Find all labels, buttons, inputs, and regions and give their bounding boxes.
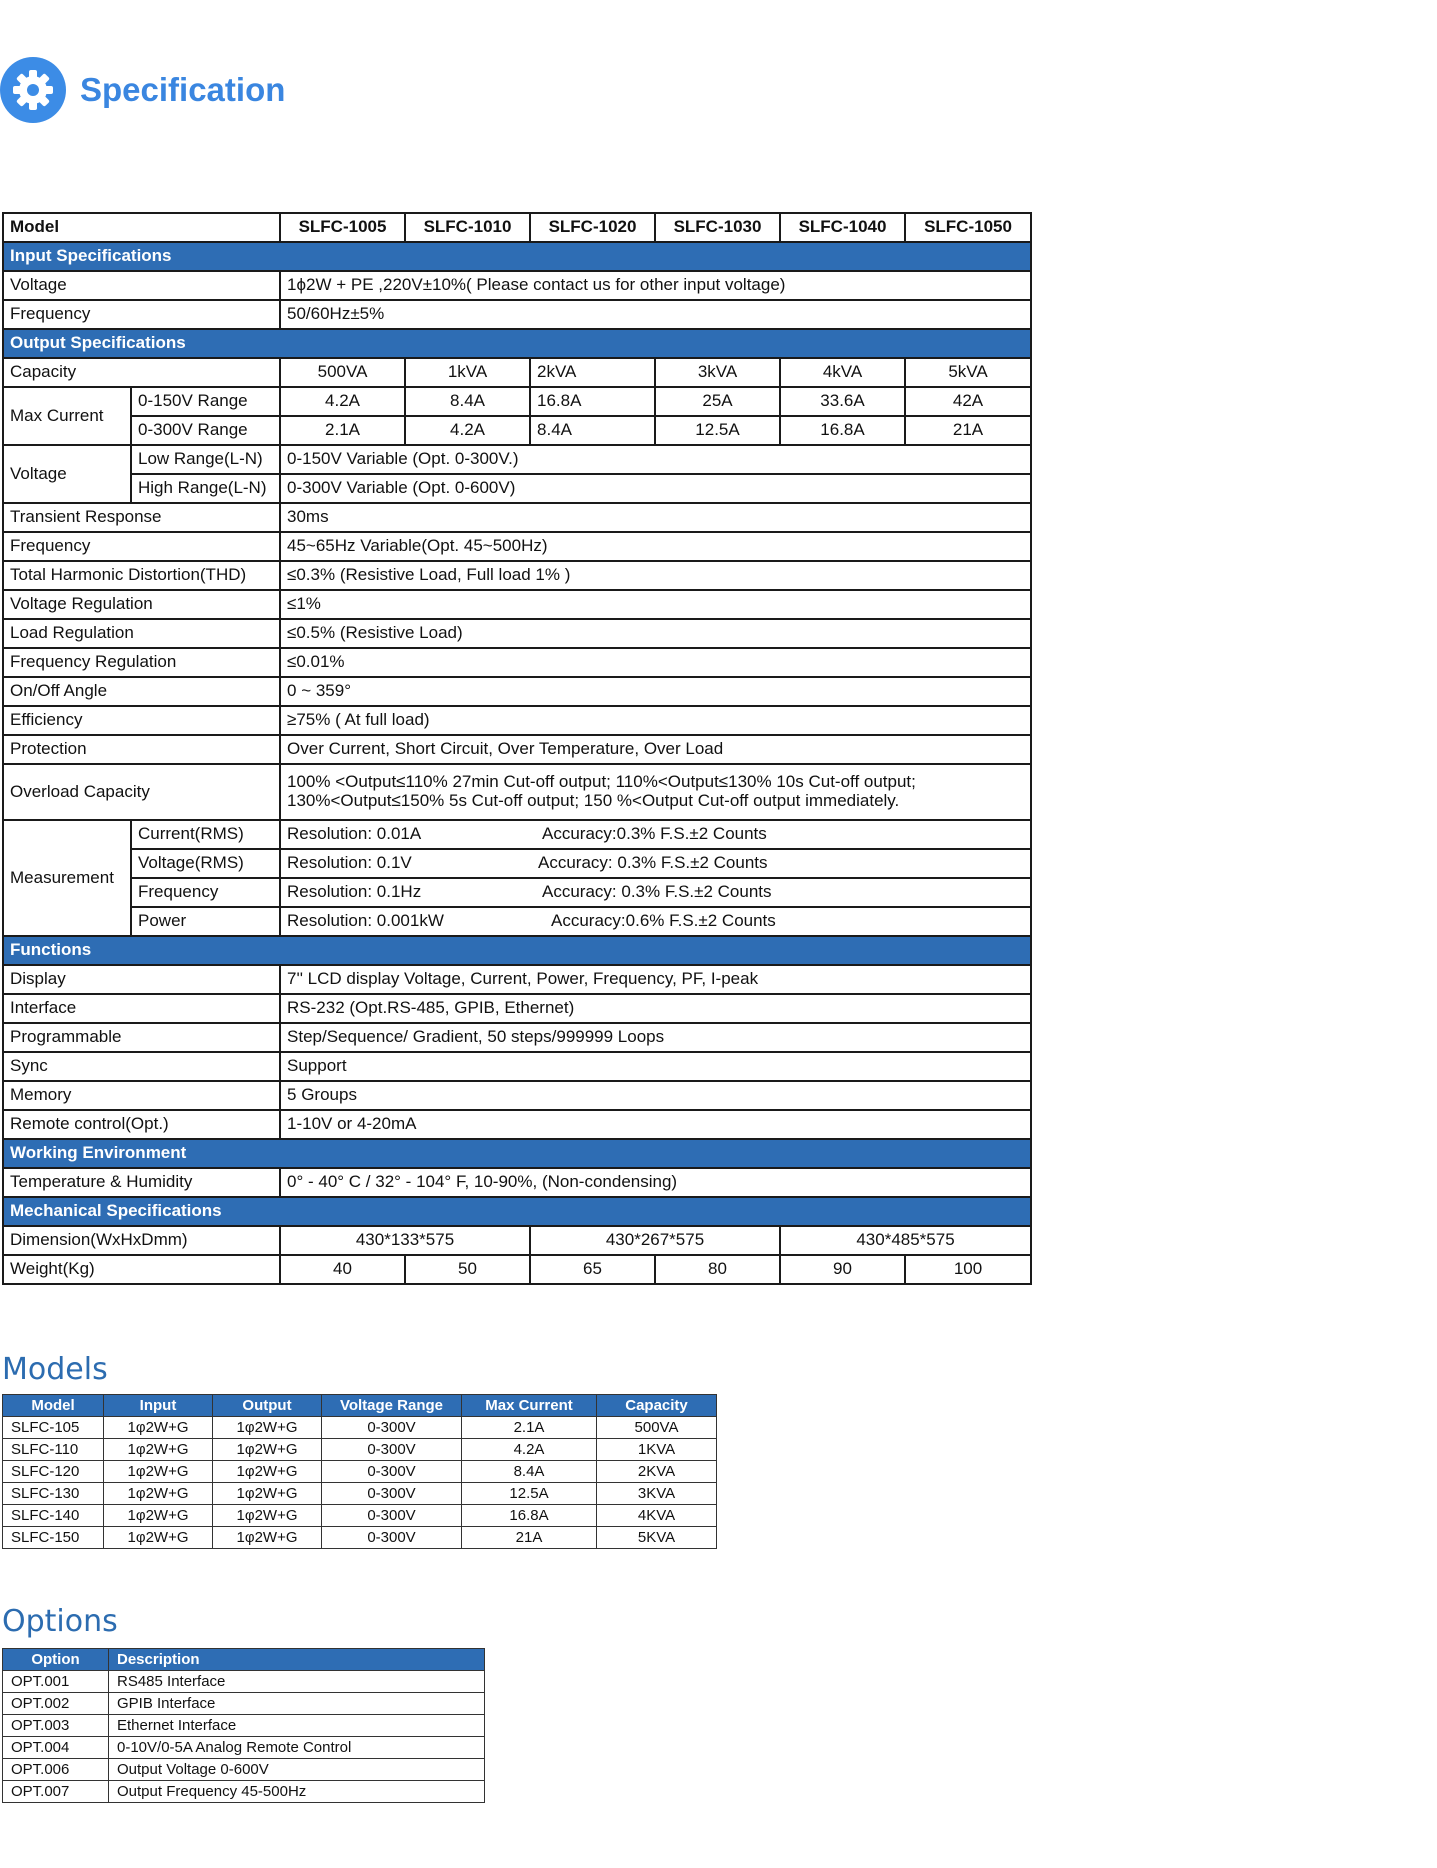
table-row xyxy=(3,474,1031,503)
row-sublabel: Low Range(L-N) xyxy=(131,445,280,474)
table-row xyxy=(3,1671,485,1693)
column-header: Model xyxy=(3,1395,104,1417)
table-cell: 0-300V xyxy=(322,1483,462,1505)
row-value: 7'' LCD display Voltage, Current, Power, Frequency, PF, I-peak xyxy=(280,965,1031,994)
dimension-cell: 430*267*575 xyxy=(530,1226,780,1255)
row-value: 5 Groups xyxy=(280,1081,1031,1110)
column-header: Max Current xyxy=(462,1395,597,1417)
row-label: Temperature & Humidity xyxy=(3,1168,280,1197)
weight-cell: 100 xyxy=(905,1255,1031,1284)
row-value: Support xyxy=(280,1052,1031,1081)
accuracy-text: Accuracy: 0.3% F.S.±2 Counts xyxy=(542,882,772,902)
table-row xyxy=(3,532,1031,561)
row-value: 1ϕ2W + PE ,220V±10%( Please contact us for other input voltage) xyxy=(280,271,1031,300)
weight-cell: 90 xyxy=(780,1255,905,1284)
row-value: ≤0.5% (Resistive Load) xyxy=(280,619,1031,648)
functions-heading: Functions xyxy=(3,936,1031,965)
row-sublabel: High Range(L-N) xyxy=(131,474,280,503)
row-value: Step/Sequence/ Gradient, 50 steps/999999 Loops xyxy=(280,1023,1031,1052)
row-label: Dimension(WxHxDmm) xyxy=(3,1226,280,1255)
model-header: SLFC-1010 xyxy=(405,213,530,242)
table-cell: 0-300V xyxy=(322,1439,462,1461)
row-label: Frequency xyxy=(3,300,280,329)
table-cell: OPT.001 xyxy=(3,1671,109,1693)
options-title: Options xyxy=(2,1604,118,1639)
table-cell: SLFC-150 xyxy=(3,1527,104,1549)
overload-line: 130%<Output≤150% 5s Cut-off output; 150 %<Output Cut-off output immediately. xyxy=(287,791,900,810)
table-row xyxy=(3,387,1031,416)
row-label: Memory xyxy=(3,1081,280,1110)
table-cell: 0-300V xyxy=(322,1505,462,1527)
current-cell: 21A xyxy=(905,416,1031,445)
table-cell: 4KVA xyxy=(597,1505,717,1527)
table-row xyxy=(3,1527,717,1549)
row-label: Interface xyxy=(3,994,280,1023)
table-row xyxy=(3,271,1031,300)
table-row xyxy=(3,619,1031,648)
table-cell: 1φ2W+G xyxy=(104,1527,213,1549)
measure-line xyxy=(287,825,1024,844)
dimension-cell: 430*133*575 xyxy=(280,1226,530,1255)
row-label: Frequency xyxy=(3,532,280,561)
table-row xyxy=(3,358,1031,387)
table-cell: 0-300V xyxy=(322,1527,462,1549)
capacity-cell: 3kVA xyxy=(655,358,780,387)
table-cell: 1KVA xyxy=(597,1439,717,1461)
table-row xyxy=(3,907,1031,936)
table-cell: 1φ2W+G xyxy=(104,1439,213,1461)
weight-cell: 40 xyxy=(280,1255,405,1284)
table-cell: 1φ2W+G xyxy=(104,1417,213,1439)
row-label: Load Regulation xyxy=(3,619,280,648)
table-row xyxy=(3,300,1031,329)
table-row xyxy=(3,445,1031,474)
row-value: ≥75% ( At full load) xyxy=(280,706,1031,735)
table-row xyxy=(3,1168,1031,1197)
table-cell: 1φ2W+G xyxy=(213,1527,322,1549)
table-cell: 3KVA xyxy=(597,1483,717,1505)
table-row xyxy=(3,1759,485,1781)
table-cell: 8.4A xyxy=(462,1461,597,1483)
table-cell: 2.1A xyxy=(462,1417,597,1439)
table-row xyxy=(3,849,1031,878)
resolution-text: Resolution: 0.1V xyxy=(287,853,412,873)
table-cell: SLFC-130 xyxy=(3,1483,104,1505)
section-row xyxy=(3,242,1031,271)
table-row xyxy=(3,1081,1031,1110)
resolution-text: Resolution: 0.01A xyxy=(287,824,422,844)
row-label: Transient Response xyxy=(3,503,280,532)
row-sublabel: 0-150V Range xyxy=(131,387,280,416)
row-value xyxy=(280,907,1031,936)
models-table xyxy=(2,1394,717,1549)
current-cell: 4.2A xyxy=(405,416,530,445)
section-row xyxy=(3,1139,1031,1168)
row-label: Overload Capacity xyxy=(3,764,280,820)
table-cell: 0-300V xyxy=(322,1417,462,1439)
table-row xyxy=(3,677,1031,706)
resolution-text: Resolution: 0.001kW xyxy=(287,911,444,931)
row-label: Voltage xyxy=(3,271,280,300)
current-cell: 8.4A xyxy=(530,416,655,445)
table-row xyxy=(3,1505,717,1527)
table-row xyxy=(3,561,1031,590)
table-cell: 4.2A xyxy=(462,1439,597,1461)
table-row xyxy=(3,503,1031,532)
measure-line xyxy=(287,912,1024,931)
section-row xyxy=(3,936,1031,965)
table-cell: 1φ2W+G xyxy=(213,1461,322,1483)
row-sublabel: Voltage(RMS) xyxy=(131,849,280,878)
row-label: Voltage xyxy=(3,445,131,503)
row-value xyxy=(280,849,1031,878)
table-row xyxy=(3,1052,1031,1081)
table-row xyxy=(3,1693,485,1715)
table-row xyxy=(3,994,1031,1023)
spec-header xyxy=(0,55,285,125)
column-header: Capacity xyxy=(597,1395,717,1417)
current-cell: 16.8A xyxy=(780,416,905,445)
table-cell: 1φ2W+G xyxy=(213,1439,322,1461)
model-header: SLFC-1005 xyxy=(280,213,405,242)
current-cell: 8.4A xyxy=(405,387,530,416)
row-label: Remote control(Opt.) xyxy=(3,1110,280,1139)
models-title: Models xyxy=(2,1352,108,1387)
row-value: ≤1% xyxy=(280,590,1031,619)
table-row xyxy=(3,1226,1031,1255)
table-cell: RS485 Interface xyxy=(109,1671,485,1693)
resolution-text: Resolution: 0.1Hz xyxy=(287,882,422,902)
row-value: 0 ~ 359° xyxy=(280,677,1031,706)
row-value: ≤0.01% xyxy=(280,648,1031,677)
table-cell: OPT.004 xyxy=(3,1737,109,1759)
model-header: SLFC-1030 xyxy=(655,213,780,242)
table-row xyxy=(3,764,1031,820)
current-cell: 12.5A xyxy=(655,416,780,445)
dimension-cell: 430*485*575 xyxy=(780,1226,1031,1255)
row-value: 45~65Hz Variable(Opt. 45~500Hz) xyxy=(280,532,1031,561)
input-spec-heading: Input Specifications xyxy=(3,242,1031,271)
table-row xyxy=(3,590,1031,619)
environment-heading: Working Environment xyxy=(3,1139,1031,1168)
table-cell: SLFC-140 xyxy=(3,1505,104,1527)
column-header: Option xyxy=(3,1649,109,1671)
overload-value xyxy=(280,764,1031,820)
row-value xyxy=(280,878,1031,907)
accuracy-text: Accuracy: 0.3% F.S.±2 Counts xyxy=(538,853,768,873)
row-sublabel: Current(RMS) xyxy=(131,820,280,849)
row-label: Frequency Regulation xyxy=(3,648,280,677)
row-value: 0-150V Variable (Opt. 0-300V.) xyxy=(280,445,1031,474)
row-value xyxy=(280,820,1031,849)
table-row xyxy=(3,1255,1031,1284)
measure-line xyxy=(287,854,1024,873)
measure-line xyxy=(287,883,1024,902)
capacity-cell: 1kVA xyxy=(405,358,530,387)
row-value: Over Current, Short Circuit, Over Temperature, Over Load xyxy=(280,735,1031,764)
table-cell: Output Frequency 45-500Hz xyxy=(109,1781,485,1803)
row-label: Display xyxy=(3,965,280,994)
table-cell: 1φ2W+G xyxy=(213,1417,322,1439)
column-header: Description xyxy=(109,1649,485,1671)
column-header: Input xyxy=(104,1395,213,1417)
table-row xyxy=(3,965,1031,994)
model-header: SLFC-1050 xyxy=(905,213,1031,242)
row-label: Total Harmonic Distortion(THD) xyxy=(3,561,280,590)
table-cell: GPIB Interface xyxy=(109,1693,485,1715)
table-cell: 1φ2W+G xyxy=(213,1483,322,1505)
table-cell: Output Voltage 0-600V xyxy=(109,1759,485,1781)
row-label: Measurement xyxy=(3,820,131,936)
table-cell: Ethernet Interface xyxy=(109,1715,485,1737)
table-cell: SLFC-120 xyxy=(3,1461,104,1483)
table-cell: 1φ2W+G xyxy=(104,1483,213,1505)
row-label: On/Off Angle xyxy=(3,677,280,706)
table-cell: 0-300V xyxy=(322,1461,462,1483)
mechanical-heading: Mechanical Specifications xyxy=(3,1197,1031,1226)
capacity-cell: 500VA xyxy=(280,358,405,387)
table-row xyxy=(3,416,1031,445)
capacity-cell: 4kVA xyxy=(780,358,905,387)
current-cell: 25A xyxy=(655,387,780,416)
table-row xyxy=(3,735,1031,764)
page-title: Specification xyxy=(80,71,286,108)
weight-cell: 50 xyxy=(405,1255,530,1284)
table-row xyxy=(3,878,1031,907)
weight-cell: 65 xyxy=(530,1255,655,1284)
model-header: SLFC-1040 xyxy=(780,213,905,242)
table-row xyxy=(3,1023,1031,1052)
table-row xyxy=(3,1737,485,1759)
specification-table xyxy=(2,212,1032,1285)
model-header: SLFC-1020 xyxy=(530,213,655,242)
table-cell: 500VA xyxy=(597,1417,717,1439)
accuracy-text: Accuracy:0.3% F.S.±2 Counts xyxy=(542,824,767,844)
overload-line: 100% <Output≤110% 27min Cut-off output; 110%<Output≤130% 10s Cut-off output; xyxy=(287,772,916,792)
table-cell: 21A xyxy=(462,1527,597,1549)
row-value: 50/60Hz±5% xyxy=(280,300,1031,329)
table-cell: 1φ2W+G xyxy=(104,1461,213,1483)
current-cell: 4.2A xyxy=(280,387,405,416)
row-label: Sync xyxy=(3,1052,280,1081)
table-cell: 5KVA xyxy=(597,1527,717,1549)
row-label: Max Current xyxy=(3,387,131,445)
model-header: Model xyxy=(3,213,280,242)
weight-cell: 80 xyxy=(655,1255,780,1284)
table-cell: OPT.002 xyxy=(3,1693,109,1715)
capacity-cell: 5kVA xyxy=(905,358,1031,387)
section-row xyxy=(3,329,1031,358)
capacity-cell: 2kVA xyxy=(530,358,655,387)
row-value: RS-232 (Opt.RS-485, GPIB, Ethernet) xyxy=(280,994,1031,1023)
row-label: Protection xyxy=(3,735,280,764)
current-cell: 2.1A xyxy=(280,416,405,445)
output-spec-heading: Output Specifications xyxy=(3,329,1031,358)
table-row xyxy=(3,1461,717,1483)
table-cell: SLFC-110 xyxy=(3,1439,104,1461)
row-value: 1-10V or 4-20mA xyxy=(280,1110,1031,1139)
row-value: 0-300V Variable (Opt. 0-600V) xyxy=(280,474,1031,503)
row-sublabel: Frequency xyxy=(131,878,280,907)
column-header: Output xyxy=(213,1395,322,1417)
table-cell: 1φ2W+G xyxy=(104,1505,213,1527)
row-sublabel: 0-300V Range xyxy=(131,416,280,445)
current-cell: 33.6A xyxy=(780,387,905,416)
row-label: Capacity xyxy=(3,358,280,387)
current-cell: 16.8A xyxy=(530,387,655,416)
table-cell: OPT.003 xyxy=(3,1715,109,1737)
gear-icon xyxy=(0,57,66,123)
models-header-row xyxy=(3,1395,717,1417)
row-value: ≤0.3% (Resistive Load, Full load 1% ) xyxy=(280,561,1031,590)
table-row xyxy=(3,1417,717,1439)
table-row xyxy=(3,706,1031,735)
table-row xyxy=(3,1439,717,1461)
table-row xyxy=(3,820,1031,849)
table-header-row xyxy=(3,213,1031,242)
row-value: 0° - 40° C / 32° - 104° F, 10-90%, (Non-condensing) xyxy=(280,1168,1031,1197)
section-row xyxy=(3,1197,1031,1226)
options-header-row xyxy=(3,1649,485,1671)
table-cell: OPT.007 xyxy=(3,1781,109,1803)
table-row xyxy=(3,1781,485,1803)
table-cell: 1φ2W+G xyxy=(213,1505,322,1527)
column-header: Voltage Range xyxy=(322,1395,462,1417)
table-row xyxy=(3,1483,717,1505)
table-cell: OPT.006 xyxy=(3,1759,109,1781)
table-cell: 16.8A xyxy=(462,1505,597,1527)
row-label: Weight(Kg) xyxy=(3,1255,280,1284)
table-cell: 0-10V/0-5A Analog Remote Control xyxy=(109,1737,485,1759)
accuracy-text: Accuracy:0.6% F.S.±2 Counts xyxy=(551,911,776,931)
table-row xyxy=(3,1110,1031,1139)
row-label: Programmable xyxy=(3,1023,280,1052)
table-row xyxy=(3,648,1031,677)
row-value: 30ms xyxy=(280,503,1031,532)
row-label: Efficiency xyxy=(3,706,280,735)
table-cell: SLFC-105 xyxy=(3,1417,104,1439)
row-sublabel: Power xyxy=(131,907,280,936)
row-label: Voltage Regulation xyxy=(3,590,280,619)
current-cell: 42A xyxy=(905,387,1031,416)
table-row xyxy=(3,1715,485,1737)
table-cell: 12.5A xyxy=(462,1483,597,1505)
table-cell: 2KVA xyxy=(597,1461,717,1483)
options-table xyxy=(2,1648,485,1803)
